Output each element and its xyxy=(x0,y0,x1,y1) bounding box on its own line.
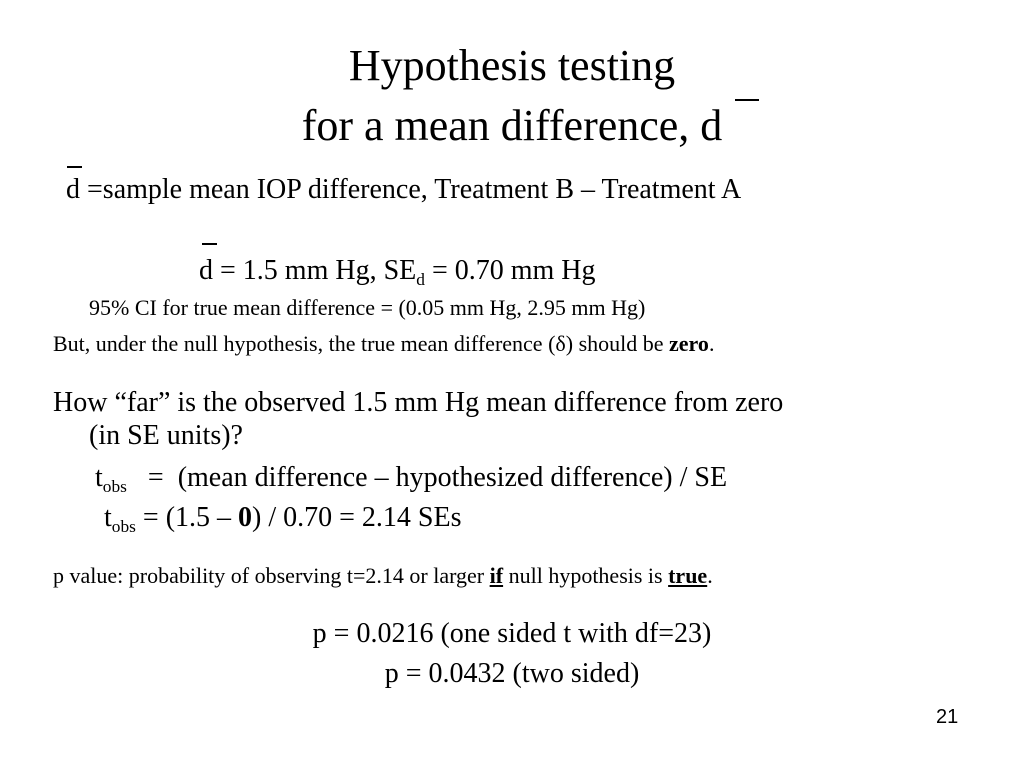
null-hyp-bold: zero xyxy=(669,331,709,356)
tobs1-subscript: obs xyxy=(102,477,127,497)
p-value-two-sided: p = 0.0432 (two sided) xyxy=(384,658,640,689)
tobs2-bold: 0 xyxy=(238,502,253,533)
tobs2-subscript: obs xyxy=(111,517,136,537)
definition-symbol: d xyxy=(66,174,80,205)
tobs1-text: = (mean difference – hypothesized difference) / SE xyxy=(126,462,728,493)
stats-d-symbol: d xyxy=(199,255,213,286)
question-line2: (in SE units)? xyxy=(89,420,243,451)
tobs1-t: t xyxy=(95,462,103,493)
question-line1: How “far” is the observed 1.5 mm Hg mean difference from zero xyxy=(53,387,784,418)
ci-line: 95% CI for true mean difference = (0.05 mm Hg, 2.95 mm Hg) xyxy=(89,295,646,320)
null-hyp-end: . xyxy=(708,331,715,356)
null-hyp-text: But, under the null hypothesis, the true mean difference (δ) should be xyxy=(53,331,670,356)
stats-se-value: = 0.70 mm Hg xyxy=(424,255,596,286)
page-number: 21 xyxy=(936,706,959,728)
null-hypothesis-line xyxy=(53,331,714,357)
definition-dbar-overline xyxy=(67,166,82,168)
tobs2-post: ) / 0.70 = 2.14 SEs xyxy=(252,502,462,533)
slide-title-line2: for a mean difference, d xyxy=(301,101,723,150)
tobs2-pre: = (1.5 – xyxy=(135,502,239,533)
pvalue-def-text: p value: probability of observing t=2.14 or larger xyxy=(53,563,490,588)
pvalue-definition-line xyxy=(53,563,713,589)
tobs-computation-line xyxy=(104,502,462,537)
pvalue-def-end: . xyxy=(707,563,713,588)
stats-d-value: = 1.5 mm Hg, SE xyxy=(213,255,417,286)
stats-se-subscript: d xyxy=(416,270,425,290)
definition-text: =sample mean IOP difference, Treatment B – Treatment A xyxy=(87,174,742,205)
tobs2-t: t xyxy=(104,502,112,533)
slide-title-line1: Hypothesis testing xyxy=(348,41,676,90)
p-value-one-sided: p = 0.0216 (one sided t with df=23) xyxy=(312,618,712,649)
stats-dbar-overline xyxy=(202,243,217,245)
stats-line xyxy=(199,255,596,290)
pvalue-def-mid: null hypothesis is xyxy=(503,563,669,588)
tobs-formula-line xyxy=(95,462,728,497)
definition-line xyxy=(66,174,741,206)
pvalue-def-if: if xyxy=(489,563,504,588)
title-dbar-overline xyxy=(735,99,759,101)
pvalue-def-true: true xyxy=(668,563,708,588)
